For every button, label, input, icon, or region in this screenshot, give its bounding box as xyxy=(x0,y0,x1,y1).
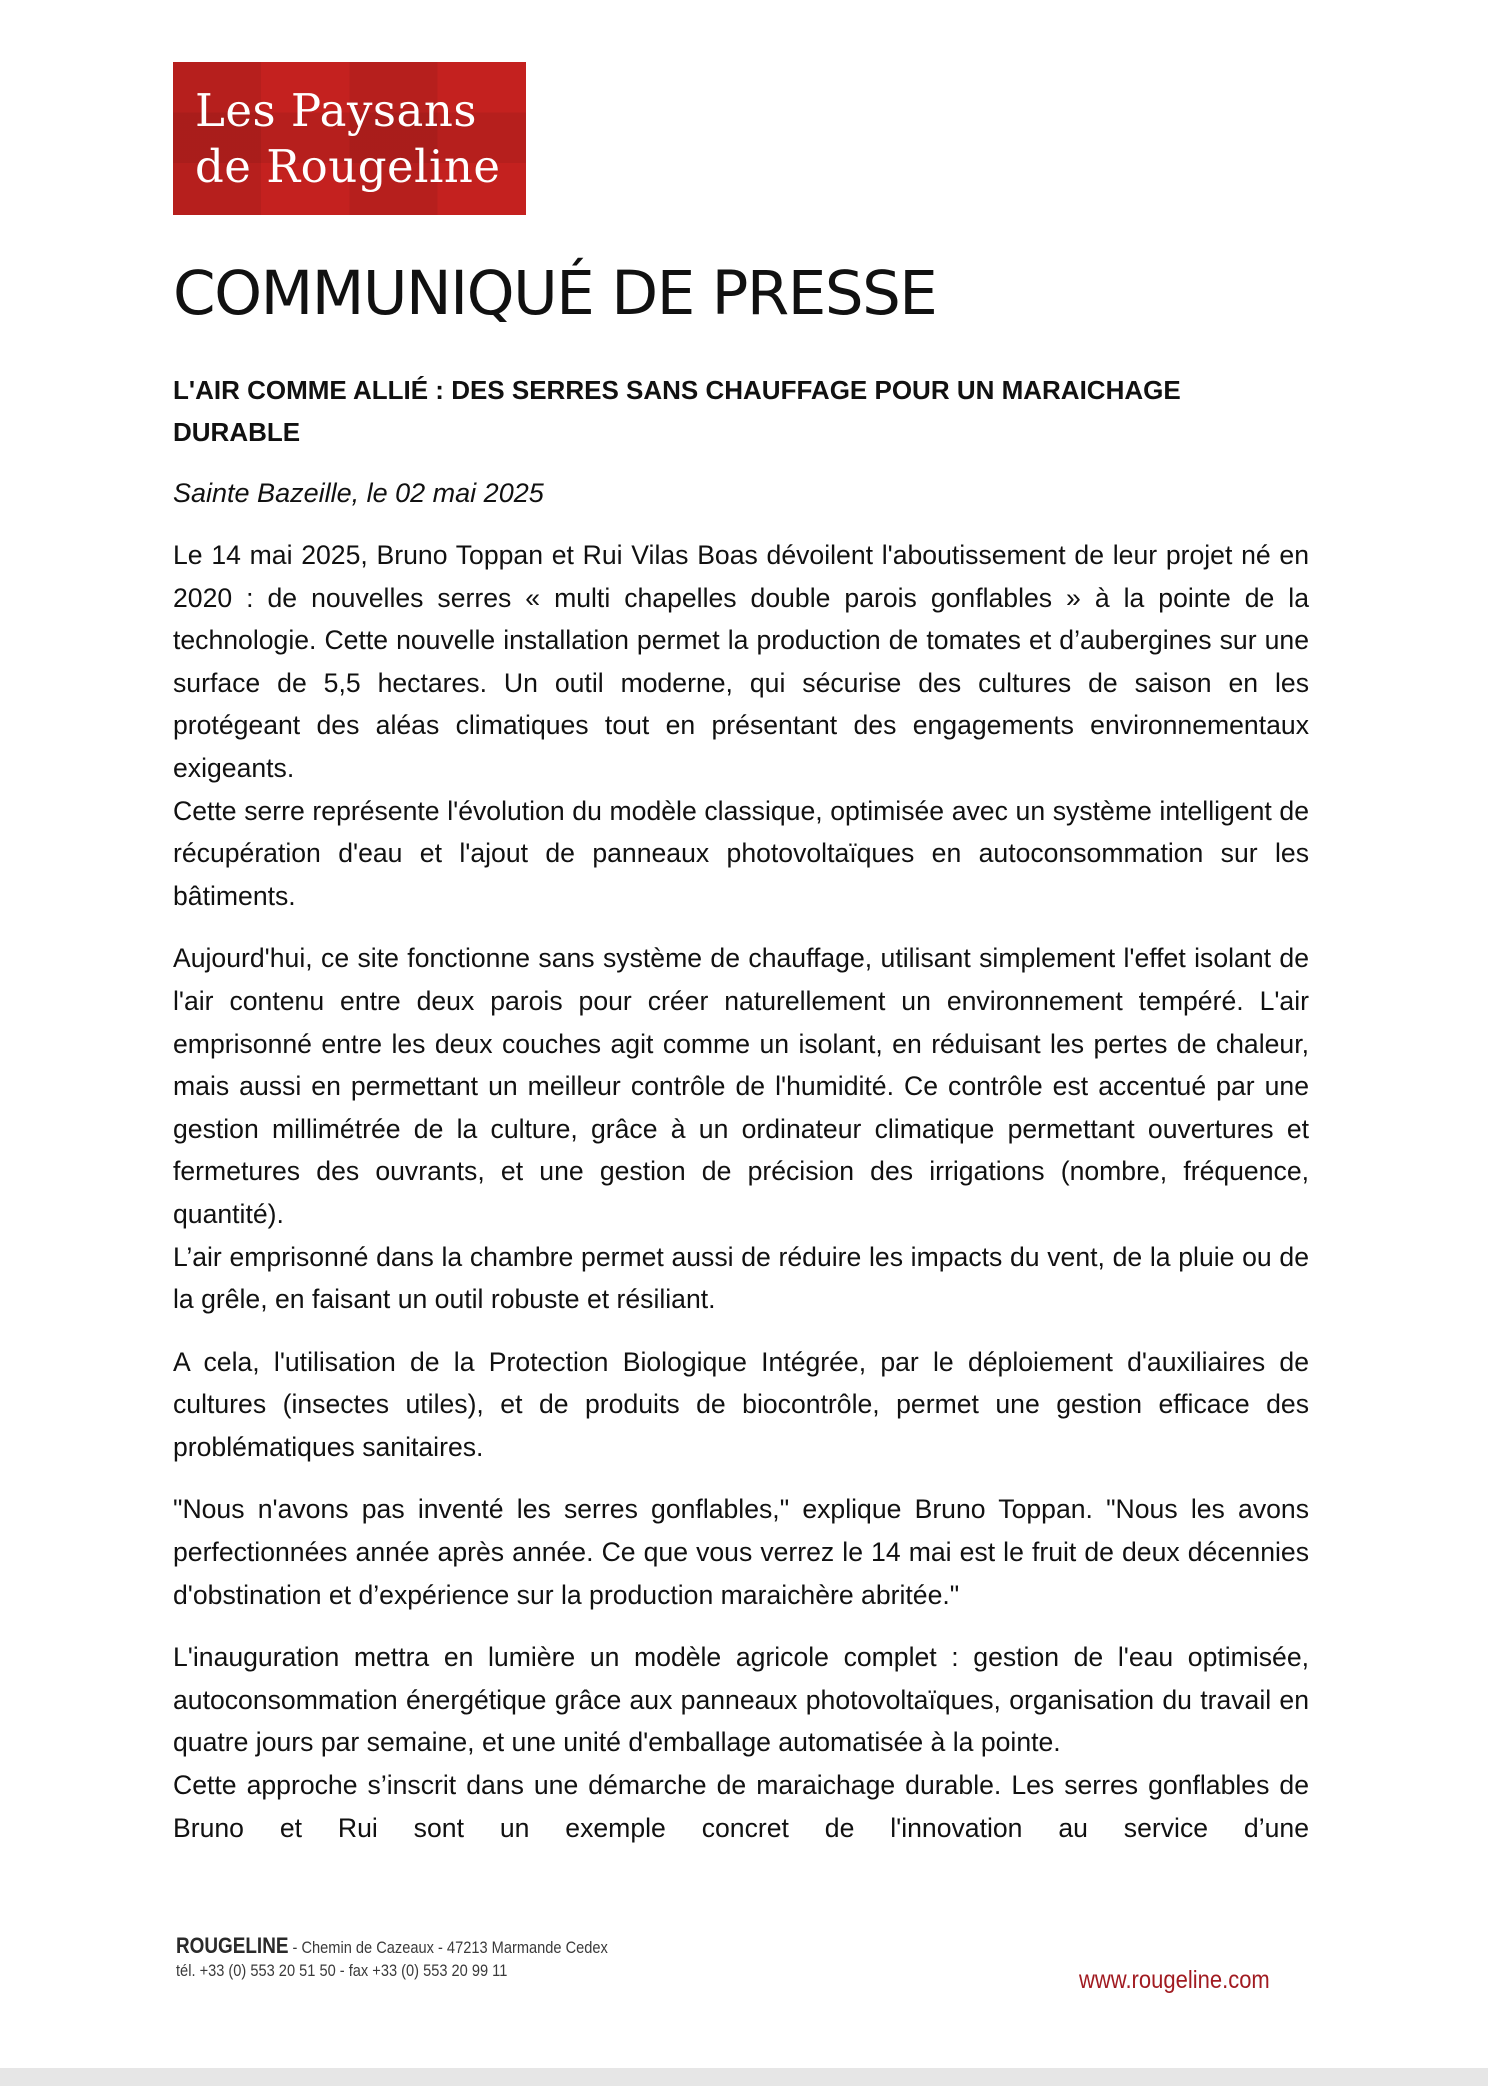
body-paragraph: L’air emprisonné dans la chambre permet aussi de réduire les impacts du vent, de la pluie ou de la grêle, en faisant un outil robuste et résiliant. xyxy=(173,1241,1309,1315)
body-paragraph: Aujourd'hui, ce site fonctionne sans système de chauffage, utilisant simplement l'effet isolant de l'air contenu entre deux parois pour créer naturellement un environnement tempéré. L'air emprisonné entre les deux couches agit comme un isolant, en réduisant les pertes de chaleur, mais aussi en permettant un meilleur contrôle de l'humidité. Ce contrôle est accentué par une gestion millimétrée de la culture, grâce à un ordinateur climatique permettant ouvertures et fermetures des ouvrants, et une gestion de précision des irrigations (nombre, fréquence, quantité). xyxy=(173,943,1309,1229)
body-paragraph: L'inauguration mettra en lumière un modèle agricole complet : gestion de l'eau optimisée, autoconsommation énergétique grâce aux panneaux photovoltaïques, organisation du travail en quatre jours par semaine, et une unité d'emballage automatisée à la pointe. xyxy=(173,1642,1309,1758)
footer-address: - Chemin de Cazeaux - 47213 Marmande Cedex xyxy=(288,1938,608,1957)
press-release-headline: L'AIR COMME ALLIÉ : DES SERRES SANS CHAUFFAGE POUR UN MARAICHAGE DURABLE xyxy=(173,375,1181,447)
body-paragraph: A cela, l'utilisation de la Protection Biologique Intégrée, par le déploiement d'auxiliaires de cultures (insectes utiles), et de produits de biocontrôle, permet une gestion efficace des problématiques sanitaires. xyxy=(173,1346,1309,1462)
body-paragraph: Le 14 mai 2025, Bruno Toppan et Rui Vilas Boas dévoilent l'aboutissement de leur projet né en 2020 : de nouvelles serres « multi chapelles double parois gonflables » à la pointe de la technologie. Cette nouvelle installation permet la production de tomates et d’aubergines sur une surface de 5,5 hectares. Un outil moderne, qui sécurise des cultures de saison en les protégeant des aléas climatiques tout en présentant des engagements environnementaux exigeants. xyxy=(173,540,1309,783)
body-paragraph: Cette approche s’inscrit dans une démarche de maraichage durable. Les serres gonflables de Bruno et Rui sont un exemple concret de l'innovation au service d’une xyxy=(173,1770,1309,1843)
footer-contact-line: tél. +33 (0) 553 20 51 50 - fax +33 (0) 553 20 99 11 xyxy=(176,1961,508,1980)
footer-company-name: ROUGELINE xyxy=(176,1933,289,1958)
logo-line-2: de Rougeline xyxy=(195,139,501,193)
body-text xyxy=(173,534,1309,1849)
company-logo xyxy=(173,62,526,215)
body-paragraph: Cette serre représente l'évolution du modèle classique, optimisée avec un système intelligent de récupération d'eau et l'ajout de panneaux photovoltaïques en autoconsommation sur les bâtiments. xyxy=(173,795,1309,911)
document-title: COMMUNIQUÉ DE PRESSE xyxy=(173,258,937,329)
dateline: Sainte Bazeille, le 02 mai 2025 xyxy=(173,478,544,508)
footer-address-block xyxy=(176,1934,678,1982)
footer-address-line xyxy=(176,1934,608,1960)
page-bottom-edge xyxy=(0,2068,1488,2086)
website-link[interactable]: www.rougeline.com xyxy=(1079,1966,1270,1994)
logo-line-1: Les Paysans xyxy=(195,83,477,137)
body-paragraph: "Nous n'avons pas inventé les serres gonflables," explique Bruno Toppan. "Nous les avons perfectionnées année après année. Ce que vous verrez le 14 mai est le fruit de deux décennies d'obstination et d’expérience sur la production maraichère abritée." xyxy=(173,1494,1309,1610)
